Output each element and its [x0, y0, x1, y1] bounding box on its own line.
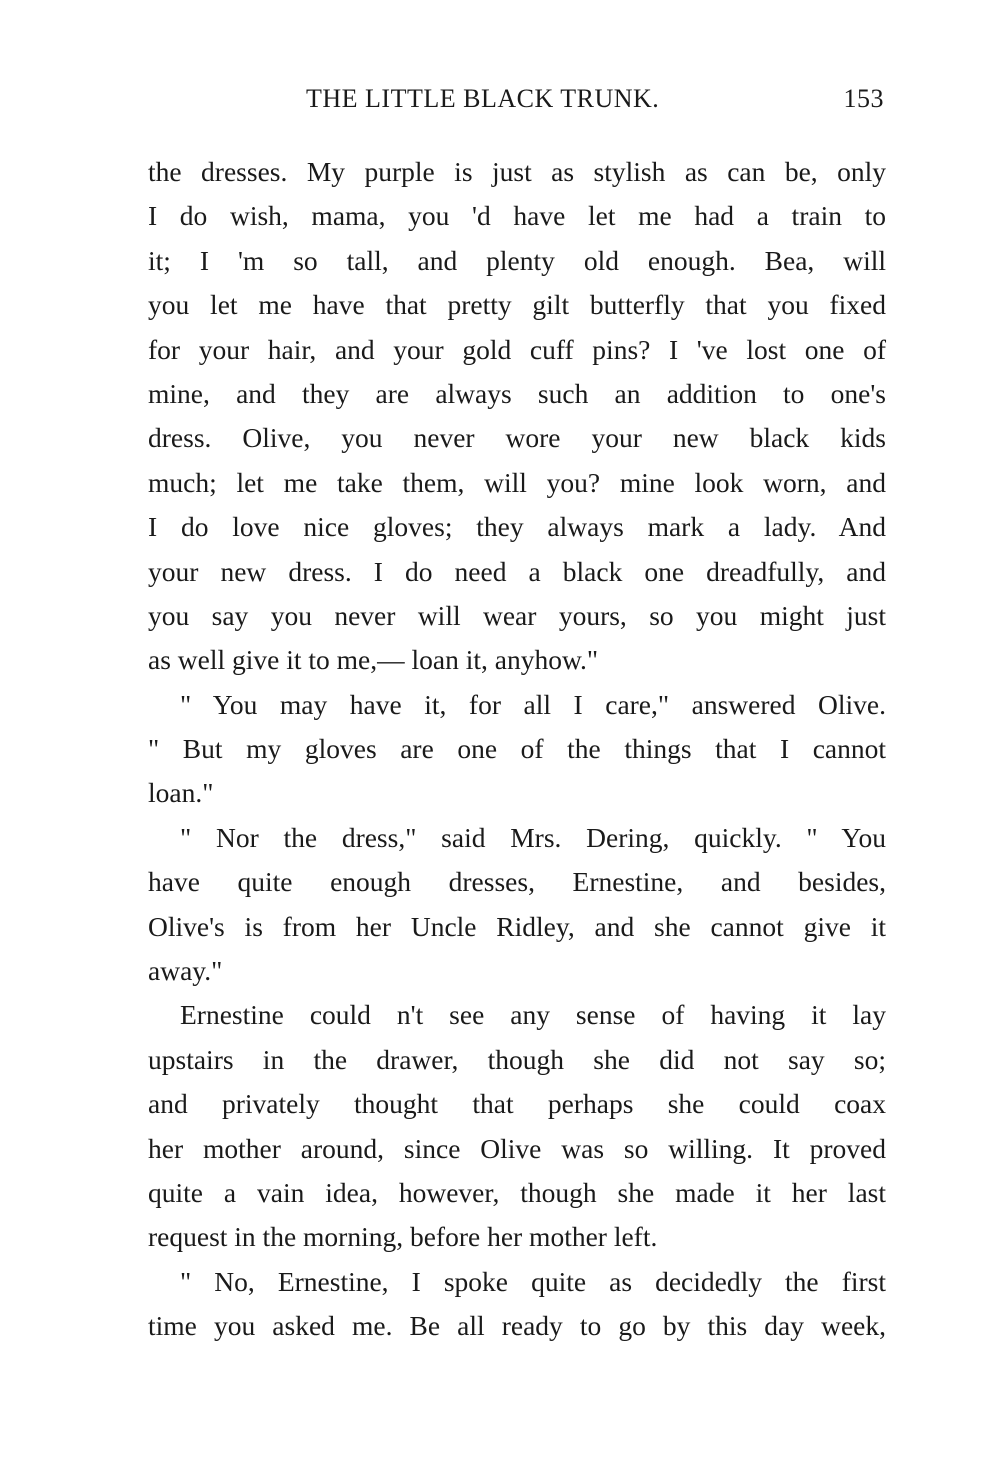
text-line: for your hair, and your gold cuff pins? I 've lost one of [148, 333, 886, 365]
text-line: " You may have it, for all I care," answered Olive. [180, 688, 886, 720]
text-line: I do wish, mama, you 'd have let me had a train to [148, 200, 886, 232]
text-line: your new dress. I do need a black one dreadfully, and [148, 555, 886, 587]
text-line: " Nor the dress," said Mrs. Dering, quickly. " You [180, 821, 886, 853]
text-line: you say you never will wear yours, so you might just [148, 599, 886, 631]
text-line: " But my gloves are one of the things that I cannot [148, 733, 886, 765]
text-line: Olive's is from her Uncle Ridley, and she cannot give it [148, 910, 886, 942]
text-line: as well give it to me,— loan it, anyhow." [148, 644, 599, 676]
text-line: loan." [148, 777, 214, 809]
body-text [148, 150, 886, 1349]
text-line: mine, and they are always such an addition to one's [148, 377, 886, 409]
text-line: have quite enough dresses, Ernestine, and besides, [148, 866, 886, 898]
running-header [148, 84, 884, 124]
page-number: 153 [843, 84, 884, 113]
text-line: " No, Ernestine, I spoke quite as decidedly the first [180, 1265, 886, 1297]
text-line: dress. Olive, you never wore your new black kids [148, 422, 886, 454]
text-line: request in the morning, before her mother left. [148, 1221, 658, 1253]
text-line: time you asked me. Be all ready to go by this day week, [148, 1310, 886, 1342]
text-line: it; I 'm so tall, and plenty old enough. Bea, will [148, 244, 886, 276]
text-line: I do love nice gloves; they always mark a lady. And [148, 511, 886, 543]
text-line: you let me have that pretty gilt butterfly that you fixed [148, 289, 886, 321]
text-line: her mother around, since Olive was so willing. It proved [148, 1132, 886, 1164]
text-line: much; let me take them, will you? mine look worn, and [148, 466, 886, 498]
text-line: away." [148, 955, 223, 987]
text-line: quite a vain idea, however, though she made it her last [148, 1176, 886, 1208]
text-line: Ernestine could n't see any sense of having it lay [180, 999, 886, 1031]
running-title: THE LITTLE BLACK TRUNK. [306, 84, 660, 113]
text-line: and privately thought that perhaps she could coax [148, 1088, 886, 1120]
text-line: upstairs in the drawer, though she did not say so; [148, 1043, 886, 1075]
text-line: the dresses. My purple is just as stylish as can be, only [148, 156, 886, 187]
